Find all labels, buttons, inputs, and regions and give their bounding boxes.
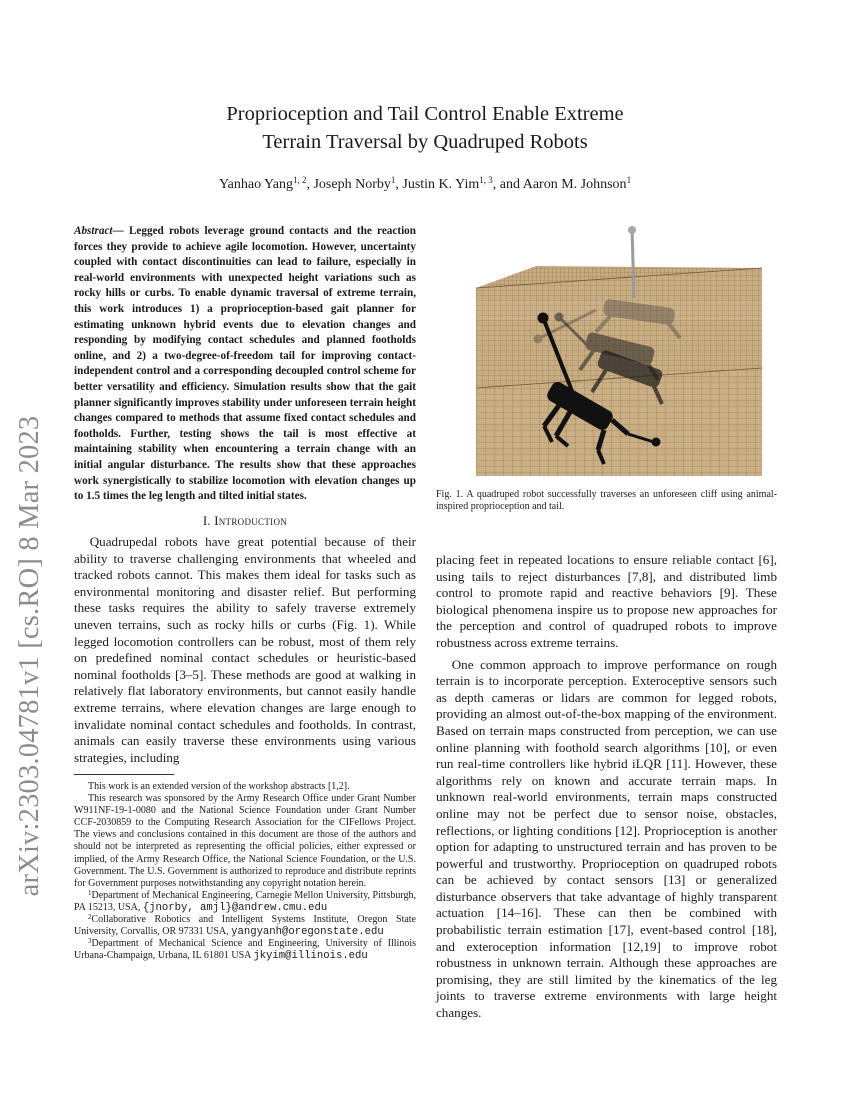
- author-name: Justin K. Yim: [402, 177, 480, 192]
- affiliation-2-mark: 2: [88, 913, 92, 922]
- footnotes: [74, 781, 416, 962]
- section-title: Introduction: [214, 514, 288, 528]
- paper-title: [150, 100, 700, 156]
- intro-paragraph-1: Quadrupedal robots have great potential because of their ability to traverse challenging environments that wheeled and tracked robots cannot. This makes them ideal for tasks such as environmental monitoring and disaster relief. But performing these tasks requires the ability to safely traverse extremely uneven terrains, such as rocky hills or curbs (Fig. 1). While legged locomotion controllers can be robust, most of them rely on predefined nominal contact schedules or heuristic-based nominal footholds [3–5]. These methods are good at walking in relatively flat laboratory environments, but cannot easily handle extreme terrains, where elevation changes are large enough to invalidate nominal contact schedules and footholds. In contrast, animals can easily traverse these environments using various strategies, including: [74, 534, 416, 765]
- author-separator: ,: [306, 177, 314, 192]
- author-affiliation-mark: 1, 3: [479, 175, 493, 185]
- abstract-text: Legged robots leverage ground contacts and the reaction forces they provide to achieve agile locomotion. However, uncertainty coupled with contact discontinuities can lead to failure, especially in real-world environments with unexpected height variations such as rocky hills or curbs. To enable dynamic traversal of extreme terrain, this work introduces 1) a proprioception-based gait planner for estimating unknown hybrid events due to elevation changes and responding by modifying contact schedules and planned footholds online, and 2) a two-degree-of-freedom tail for improving contact-independent control and a corresponding decoupled control scheme for better versatility and efficiency. Simulation results show that the gait planner significantly improves stability under unforeseen terrain height changes compared to methods that assume fixed contact schedules and footholds. Further, testing shows the tail is most effective at maintaining stability when encountering a terrain change with an initial angular disturbance. The results show that these approaches work synergistically to stabilize locomotion with elevation changes up to 1.5 times the leg length and tilted initial states.: [74, 225, 416, 503]
- arxiv-stamp: [14, 415, 66, 897]
- section-heading-introduction: [74, 514, 416, 529]
- affiliation-1-text: Department of Mechanical Engineering, Carnegie Mellon University, Pittsburgh, PA 15213, USA,: [74, 889, 416, 913]
- author-separator: ,: [395, 177, 403, 192]
- author-name: Aaron M. Johnson: [522, 177, 627, 192]
- affiliation-2: [74, 914, 416, 938]
- author-affiliation-mark: 1, 2: [292, 175, 307, 185]
- intro-paragraph-1-continued: placing feet in repeated locations to ensure reliable contact [6], using tails to reject disturbances [7,8], and distributed limb control to promote rapid and reactive behaviors [9]. These biological phenomena inspire us to propose new approaches for the perception and control of quadruped robots to improve robustness across extreme terrains.: [436, 552, 777, 650]
- author-name: Joseph Norby: [313, 177, 391, 192]
- author-name: Yanhao Yang: [218, 177, 293, 192]
- author-separator: , and: [492, 177, 523, 192]
- figure-1-caption: Fig. 1. A quadruped robot successfully traverses an unforeseen cliff using animal-inspired proprioception and tail.: [436, 489, 777, 513]
- author-affiliation-mark: 1: [626, 175, 632, 185]
- affiliation-3: [74, 938, 416, 962]
- affiliation-3-text: Department of Mechanical Science and Engineering, University of Illinois Urbana-Champaign, Urbana, IL 61801 USA: [74, 938, 416, 962]
- tail-ghost-tip: [628, 226, 636, 234]
- section-number: I.: [202, 514, 215, 528]
- abstract-label: Abstract: [74, 225, 113, 237]
- affiliation-1-mark: 1: [88, 888, 92, 897]
- figure-1-image: [476, 220, 762, 476]
- intro-right-column: [436, 552, 777, 1022]
- tail-ghost-pole: [632, 228, 634, 298]
- footnote-workshop: This work is an extended version of the workshop abstracts [1,2].: [88, 781, 350, 792]
- title-line-2: Terrain Traversal by Quadruped Robots: [262, 131, 588, 153]
- title-line-1: Proprioception and Tail Control Enable Extreme: [226, 103, 624, 125]
- affiliation-1-email[interactable]: {jnorby, amjl}@andrew.cmu.edu: [142, 901, 328, 914]
- abstract: [74, 224, 416, 505]
- footnote-rule: [74, 774, 174, 775]
- intro-left-column: [74, 534, 416, 766]
- affiliation-3-mark: 3: [88, 937, 92, 946]
- affiliation-1: [74, 890, 416, 914]
- figure-1: [476, 220, 762, 476]
- author-affiliation-mark: 1: [390, 175, 396, 185]
- affiliation-2-email[interactable]: yangyanh@oregonstate.edu: [231, 926, 384, 939]
- affiliation-3-email[interactable]: jkyim@illinois.edu: [253, 950, 368, 963]
- arxiv-stamp-text: arXiv:2303.04781v1 [cs.RO] 8 Mar 2023: [14, 415, 45, 897]
- footnote-funding: This research was sponsored by the Army Research Office under Grant Number W911NF-19-1-0080 and the National Science Foundation under Grant Number CCF-2030859 to the Computing Research Association for the CIFellows Project. The views and conclusions contained in this document are those of the authors and should not be interpreted as representing the official policies, either expressed or implied, of the Army Research Office, the National Science Foundation, or the U.S. Government. The U.S. Government is authorized to reproduce and distribute reprints for Government purposes notwithstanding any copyright notation herein.: [74, 793, 416, 889]
- author-list: [100, 176, 750, 194]
- intro-paragraph-2: One common approach to improve performance on rough terrain is to incorporate perception. Exteroceptive sensors such as depth cameras or lidars are common for legged robots, providing an almost out-of-the-box mapping of the environment. Based on terrain maps constructed from perception, we can use online planning with foothold search algorithms [10], or even run real-time controllers like hybrid iLQR [11]. However, these algorithms rely on known and accurate terrain maps. In unknown real-world environments, terrain maps constructed online may not be perfect due to sensor noise, obstacles, reflections, or lighting conditions [12]. Proprioception is another option for adapting to unstructured terrain and has proven to be powerful and trustworthy. Proprioception on quadruped robots can be achieved by contact sensors [13] or generalized disturbance observers that take advantage of highly transparent actuation [14–16]. These can then be combined with probabilistic terrain estimation [17], event-based control [18], and exteroception information [12,19] to improve robot robustness in unknown terrain. Although these approaches are promising, they are still limited by the kinematics of the leg joints to traverse extreme environments with large height changes.: [436, 656, 777, 1021]
- affiliation-2-text: Collaborative Robotics and Intelligent Systems Institute, Oregon State University, Corvallis, OR 97331 USA,: [74, 914, 416, 938]
- abstract-dash: —: [112, 225, 129, 237]
